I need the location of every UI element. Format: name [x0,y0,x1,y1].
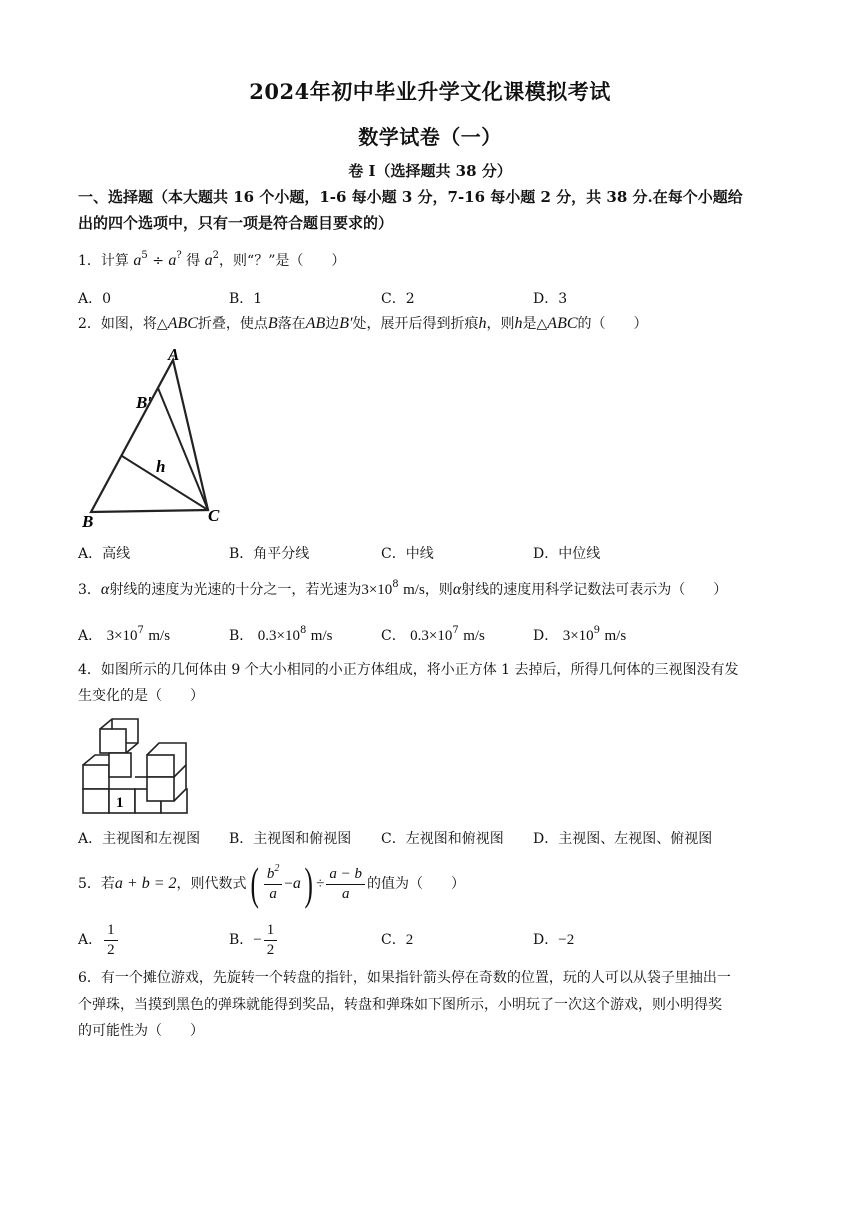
triangle-fold-figure [78,340,238,530]
q2-option-a: A．高线 [78,546,131,562]
q4-option-a: A．主视图和左视图 [78,831,201,847]
label-bprime: B′ [136,393,153,412]
q3-option-c: C． $0.3\times 10^7$ m/s [381,625,485,644]
q3-option-a: A． $3\times 10^7$ m/s [78,625,171,644]
cube-stack-figure [78,715,193,817]
triangle-abc [91,360,208,512]
question-6-line3: 的可能性为（ ） [78,1023,204,1039]
q3-option-b: B． $0.3\times 10^8$ m/s [229,625,333,644]
volume-heading: 卷 I（选择题共 38 分） [348,162,512,180]
section-instructions-line2: 出的四个选项中，只有一项是符合题目要求的） [78,214,394,232]
label-c: C [208,506,220,525]
q5-option-b: B．− $\frac{1}{2}$ [229,918,279,962]
question-6-line1: 6．有一个摊位游戏，先旋转一个转盘的指针，如果指针箭头停在奇数的位置，玩的人可以从袋子里抽出一 [78,970,731,986]
q1-post: ，则“？”是（ ） [219,253,346,269]
q1-option-b: B．1 [229,291,263,307]
question-4-line2: 生变化的是（ ） [78,688,204,704]
question-2: 2．如图，将△ABC折叠，使点B落在AB边B′处，展开后得到折痕h，则h是△ABC的（ ） [78,315,648,332]
label-h: h [156,457,166,476]
q2-option-d: D．中位线 [533,546,601,562]
q1-option-c: C．2 [381,291,415,307]
q5-condition: a + b = 2 [114,875,177,892]
q3-option-d: D． $3\times 10^9$ m/s [533,625,627,644]
label-a: A [168,345,180,364]
paper-subtitle: 数学试卷（一） [358,125,502,149]
q4-option-b: B．主视图和俯视图 [229,831,352,847]
q2-option-c: C．中线 [381,546,434,562]
q1-pre: 1．计算 [78,253,129,269]
question-1: 1．计算 $a^5 \div a^?$ 得 $a^2$，则“？”是（ ） [78,250,346,269]
label-b: B [82,512,94,530]
question-5: 5．若a + b = 2，则代数式( $\frac{b^2}{a}$ −a) ÷ $\frac{a - b}{a}$ 的值为（ ） [78,858,465,909]
q4-option-c: C．左视图和俯视图 [381,831,504,847]
cube-label-1: 1 [116,795,124,811]
question-3: 3．α射线的速度为光速的十分之一，若光速为$3\times 10^8$ m/s，则α射线的速度用科学记数法可表示为（ ） [78,579,728,598]
q5-option-d: D．−2 [533,932,575,948]
question-4-line1: 4．如图所示的几何体由 9 个大小相同的小正方体组成，将小正方体 1 去掉后，所得几何体的三视图没有发 [78,662,739,678]
q1-option-d: D．3 [533,291,568,307]
q1-mid: 得 [186,253,201,269]
exam-title: 2024年初中毕业升学文化课模拟考试 [249,79,611,104]
q1-option-a: A．0 [78,291,112,307]
q2-option-b: B．角平分线 [229,546,310,562]
q5-option-a: A． $\frac{1}{2}$ [78,918,120,962]
question-6-line2: 个弹珠，当摸到黑色的弹珠就能得到奖品，转盘和弹珠如下图所示，小明玩了一次这个游戏，则小明得奖 [78,997,722,1013]
q4-option-d: D．主视图、左视图、俯视图 [533,831,713,847]
section-instructions-line1: 一、选择题（本大题共 16 个小题，1-6 每小题 3 分，7-16 每小题 2 分，共 38 分.在每个小题给 [78,188,743,206]
q5-option-c: C．2 [381,932,414,948]
